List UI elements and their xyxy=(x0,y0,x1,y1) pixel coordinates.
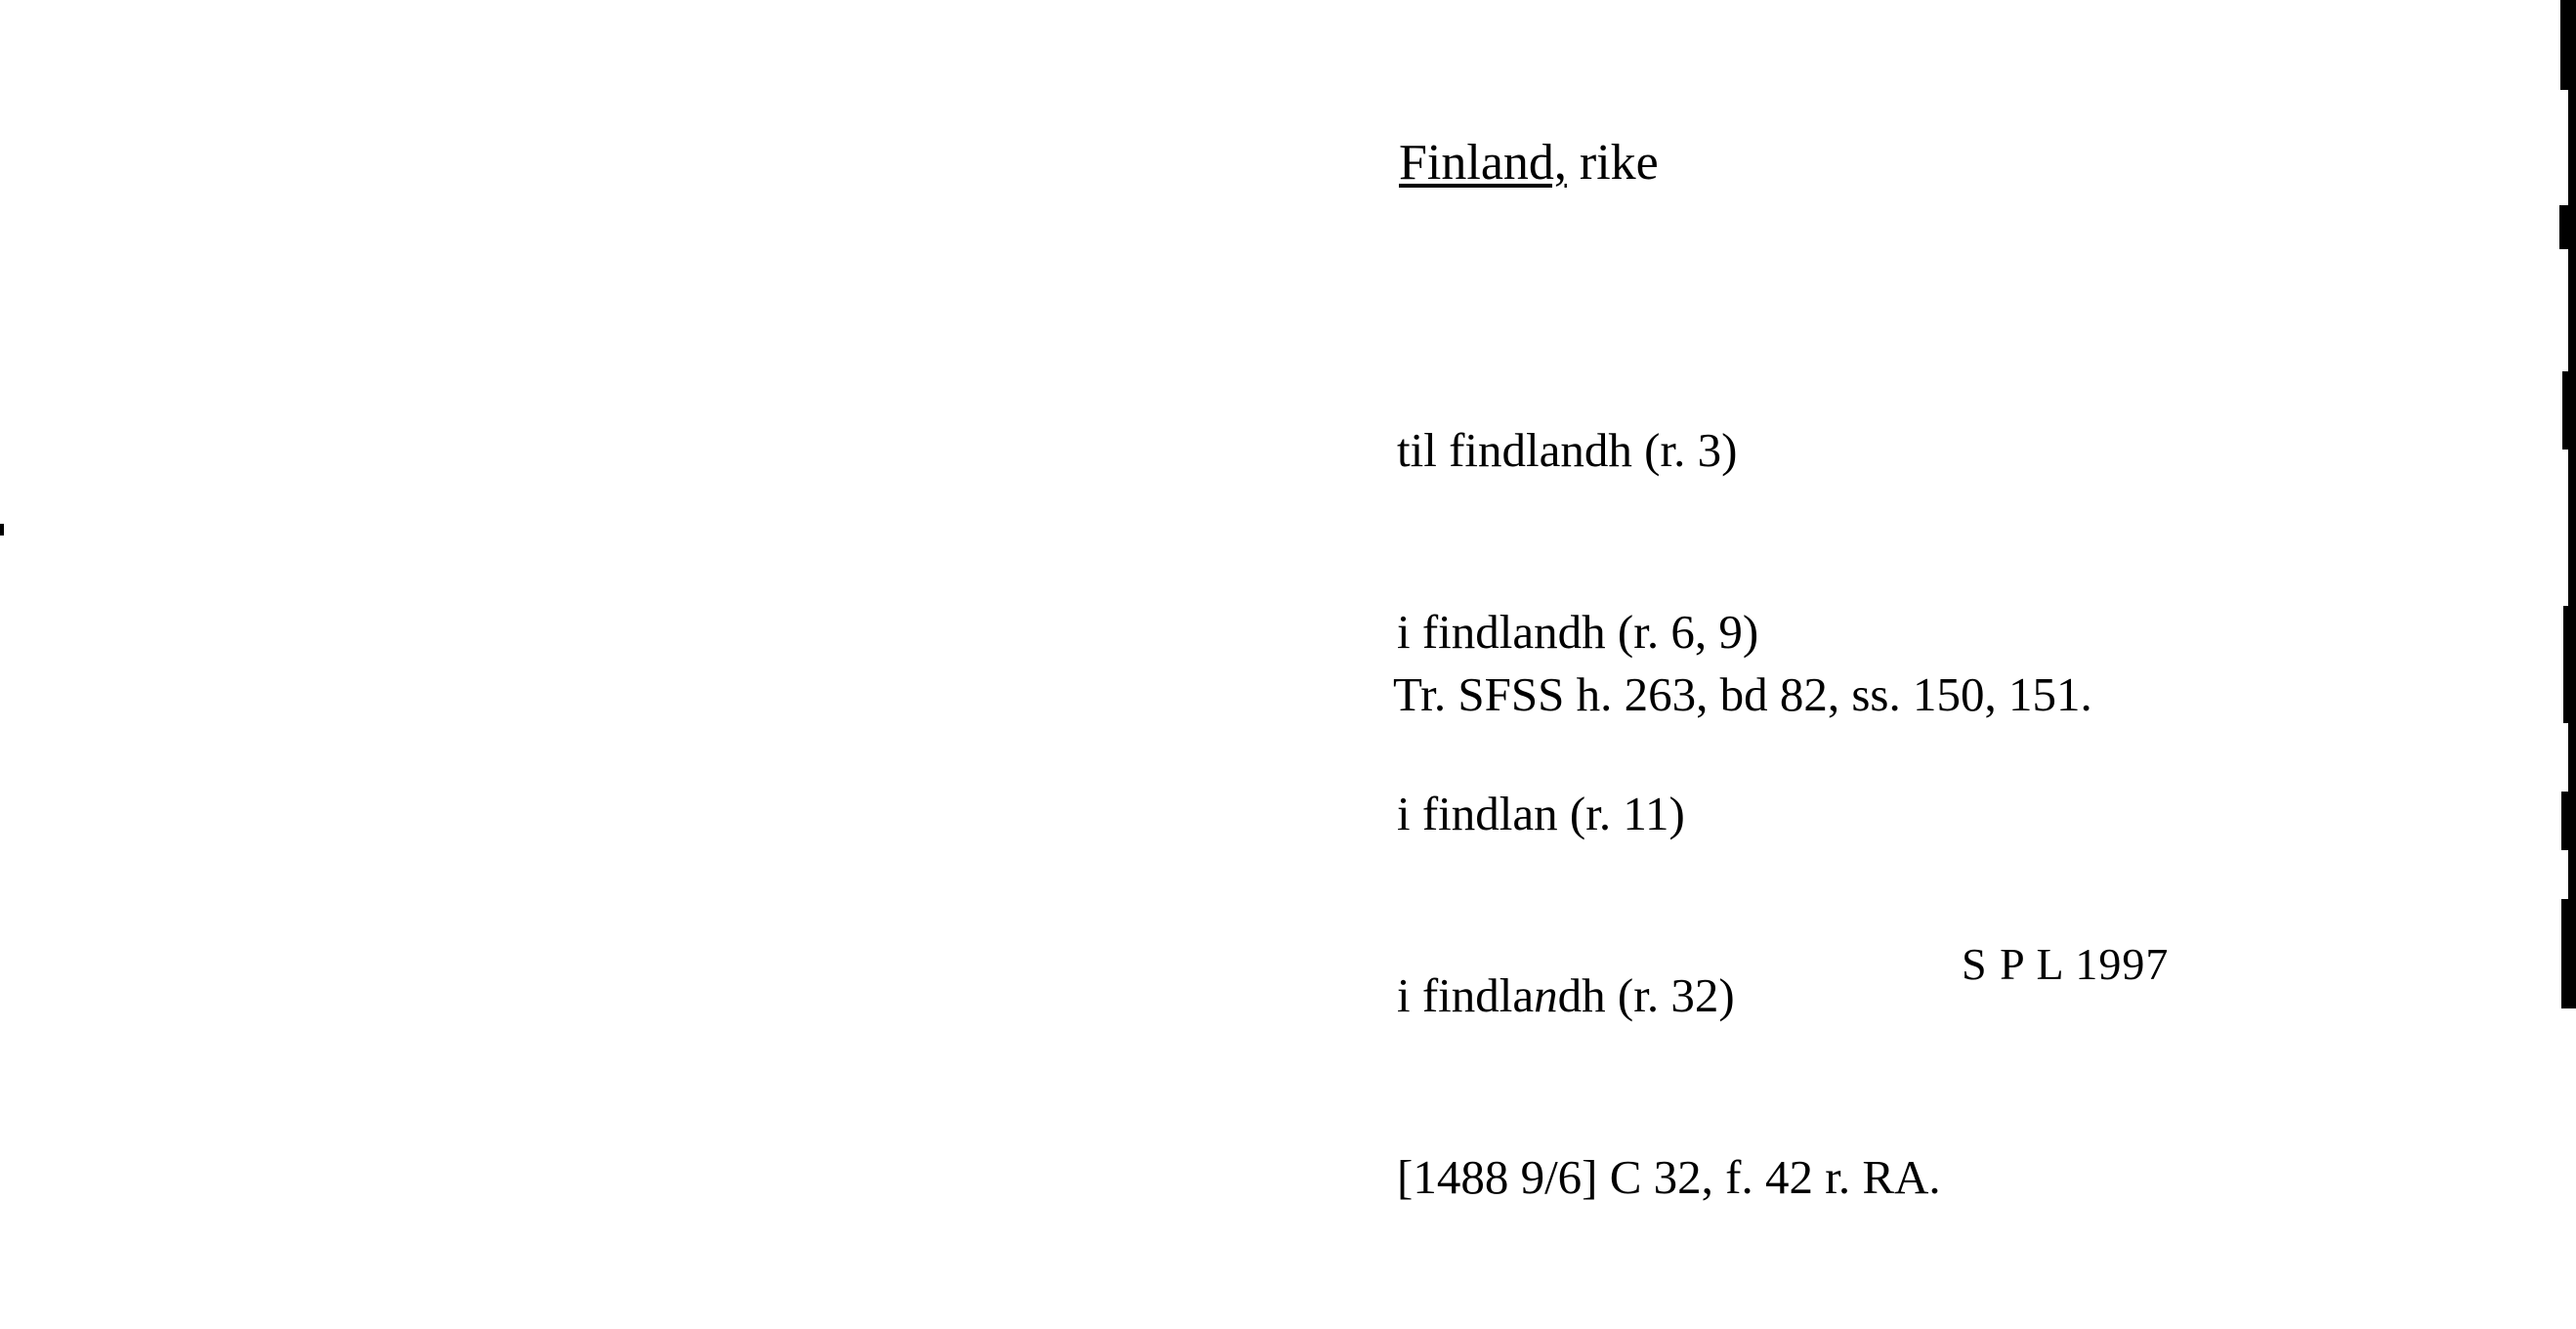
headword: Finland, xyxy=(1399,135,1567,191)
scan-edge-line-artifact xyxy=(2568,0,2576,1008)
headword-suffix: rike xyxy=(1566,135,1659,191)
attestation-list xyxy=(1397,299,1941,1329)
attestation-italic-letter: n xyxy=(1534,968,1558,1022)
attestation-line: i findlan (r. 11) xyxy=(1397,787,1685,840)
scan-edge-blob-artifact xyxy=(2561,792,2570,850)
reference-line: Tr. SFSS h. 263, bd 82, ss. 150, 151. xyxy=(1393,667,2092,721)
attestation-line: til findlandh (r. 3) xyxy=(1397,423,1738,477)
attestation-line xyxy=(1397,965,1941,1026)
scan-speck-artifact xyxy=(0,524,4,536)
scan-edge-blob-artifact xyxy=(2562,371,2570,450)
headword-line xyxy=(1399,135,1659,191)
signature: S P L 1997 xyxy=(1962,939,2170,989)
scan-edge-blob-artifact xyxy=(2563,606,2570,723)
attestation-line: i findlandh (r. 6, 9) xyxy=(1397,605,1759,659)
attestation-segment: i findla xyxy=(1397,968,1535,1022)
scan-edge-top-artifact xyxy=(2560,0,2576,90)
scan-edge-bottom-artifact xyxy=(2561,899,2576,1008)
scan-edge-blob-artifact xyxy=(2559,205,2571,249)
attestation-line: [1488 9/6] C 32, f. 42 r. RA. xyxy=(1397,1150,1941,1204)
attestation-segment: dh (r. 32) xyxy=(1557,968,1735,1022)
